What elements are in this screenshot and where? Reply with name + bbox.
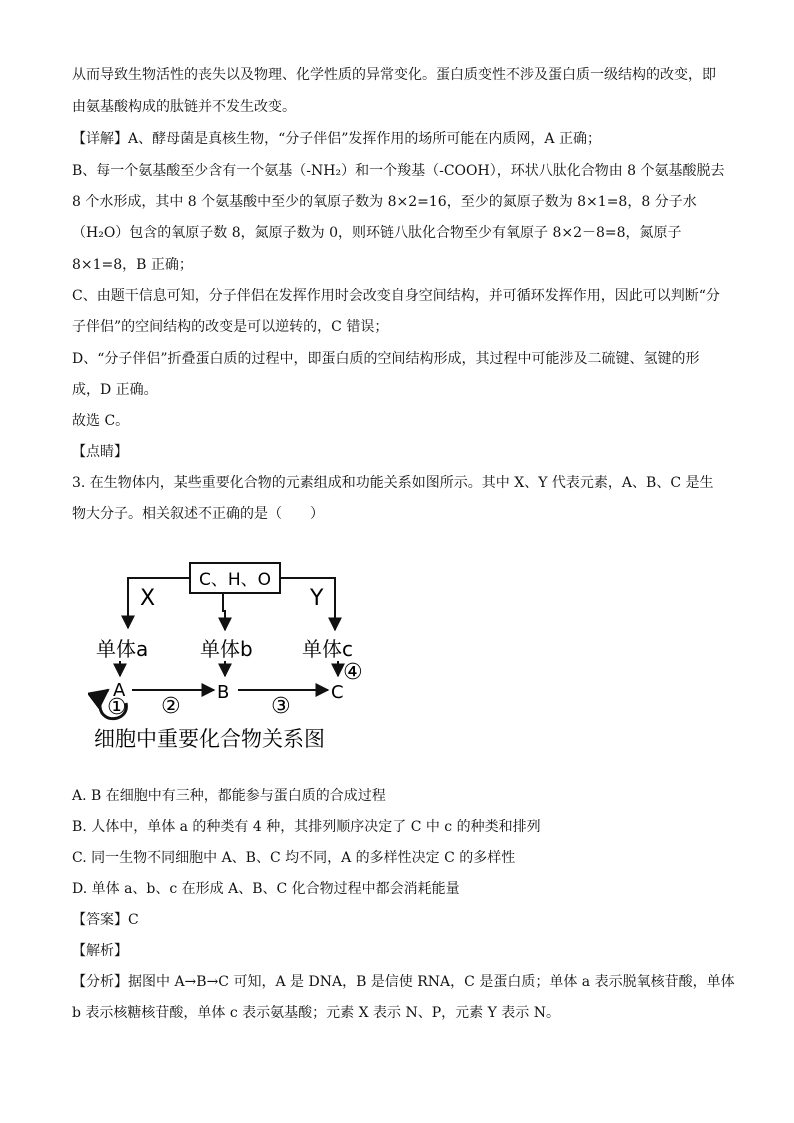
text-line-2: 由氨基酸构成的肽链并不发生改变。 xyxy=(72,99,296,115)
text-line-6: （H₂O）包含的氧原子数 8，氮原子数为 0，则环链八肽化合物至少有氧原子 8×2－8=8，氮原子 xyxy=(72,225,682,241)
step-4-label: ④ xyxy=(343,660,363,685)
step-2-label: ② xyxy=(161,694,181,719)
option-a: A. B 在细胞中有三种，都能参与蛋白质的合成过程 xyxy=(72,788,386,804)
monomer-a: 单体a xyxy=(96,637,149,661)
text-line-9: 子伴侣”的空间结构的改变是可以逆转的，C 错误； xyxy=(72,319,389,335)
monomer-c: 单体c xyxy=(302,637,353,661)
analysis-line-2: b 表示核糖核苷酸，单体 c 表示氨基酸；元素 X 表示 N、P，元素 Y 表示 N。 xyxy=(72,1005,560,1021)
text-line-11: 成，D 正确。 xyxy=(72,382,158,398)
monomer-b: 单体b xyxy=(200,637,253,661)
figure-caption: 细胞中重要化合物关系图 xyxy=(94,727,325,751)
element-box-label: C、H、O xyxy=(198,570,272,590)
question-stem-line-1: 3. 在生物体内，某些重要化合物的元素组成和功能关系如图所示。其中 X、Y 代表元素，A、B、C 是生 xyxy=(72,475,714,491)
macromolecule-a: A xyxy=(113,680,126,701)
answer-line: 【答案】C xyxy=(72,912,139,928)
option-b: B. 人体中，单体 a 的种类有 4 种，其排列顺序决定了 C 中 c 的种类和排列 xyxy=(72,819,541,835)
macromolecule-c: C xyxy=(331,682,344,703)
text-line-13: 【点睛】 xyxy=(72,444,128,460)
text-line-8: C、由题干信息可知，分子伴侣在发挥作用时会改变自身空间结构，并可循环发挥作用，因此可以判断“分 xyxy=(72,288,720,304)
text-line-5: 8 个水形成，其中 8 个氨基酸中至少的氧原子数为 8×2=16，至少的氮原子数为 8×1=8，8 分子水 xyxy=(72,194,697,210)
arrow-x xyxy=(128,578,190,628)
option-c: C. 同一生物不同细胞中 A、B、C 均不同，A 的多样性决定 C 的多样性 xyxy=(72,850,516,866)
question-stem-line-2: 物大分子。相关叙述不正确的是（ ） xyxy=(72,506,324,522)
text-line-12: 故选 C。 xyxy=(72,413,130,429)
arrow-y xyxy=(280,578,335,630)
macromolecule-b: B xyxy=(217,682,230,703)
analysis-line-1: 【分析】据图中 A→B→C 可知，A 是 DNA，B 是信使 RNA，C 是蛋白质；单体 a 表示脱氧核苷酸，单体 xyxy=(72,974,735,990)
text-line-4: B、每一个氨基酸至少含有一个氨基（-NH₂）和一个羧基（-COOH），环状八肽化合物由 8 个氨基酸脱去 xyxy=(72,163,725,179)
relationship-diagram xyxy=(88,553,388,768)
text-line-1: 从而导致生物活性的丧失以及物理、化学性质的异常变化。蛋白质变性不涉及蛋白质一级结构的改变，即 xyxy=(72,67,716,83)
step-1-label: ① xyxy=(107,695,127,720)
text-line-3: 【详解】A、酵母菌是真核生物，“分子伴侣”发挥作用的场所可能在内质网，A 正确； xyxy=(72,131,601,147)
step-3-label: ③ xyxy=(271,694,291,719)
text-line-10: D、“分子伴侣”折叠蛋白质的过程中，即蛋白质的空间结构形成，其过程中可能涉及二硫键、氢键的形 xyxy=(72,351,700,367)
analysis-heading: 【解析】 xyxy=(72,943,128,959)
label-x: X xyxy=(140,586,156,611)
text-line-7: 8×1=8，B 正确； xyxy=(72,257,193,273)
option-d: D. 单体 a、b、c 在形成 A、B、C 化合物过程中都会消耗能量 xyxy=(72,881,460,897)
label-y: Y xyxy=(310,586,324,611)
arrow-to-b xyxy=(223,593,225,630)
